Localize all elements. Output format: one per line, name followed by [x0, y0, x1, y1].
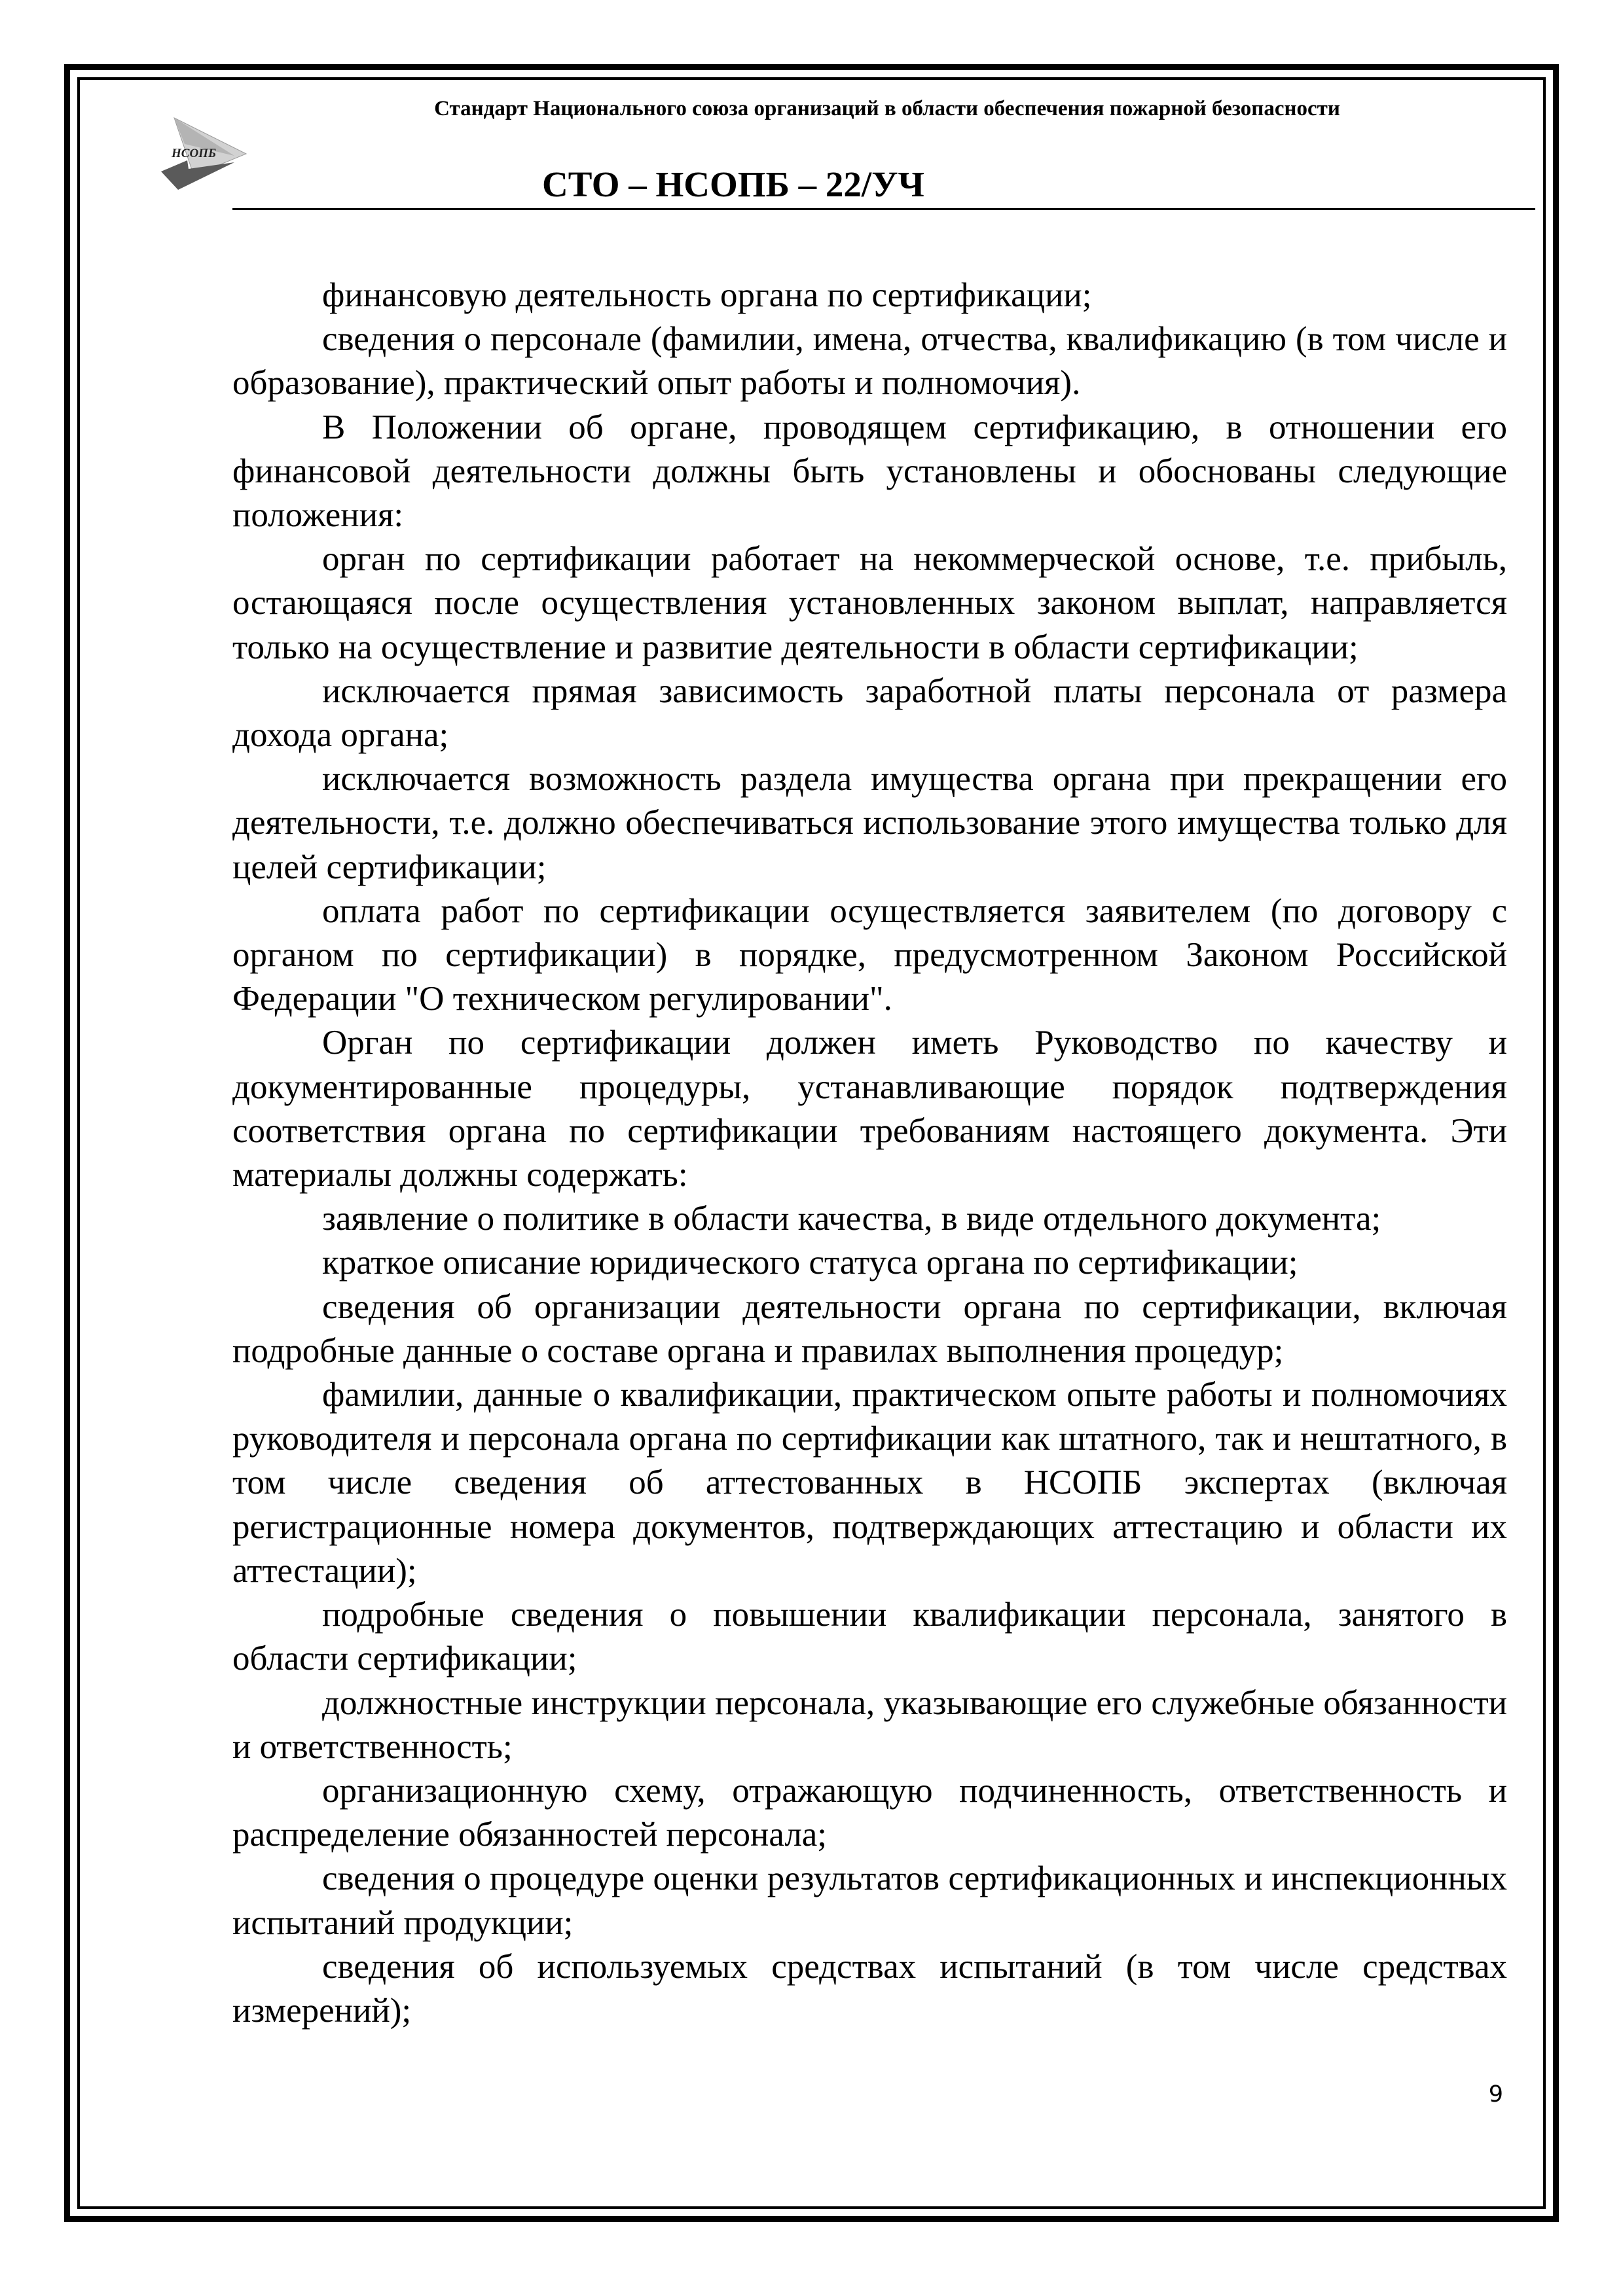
document-body	[232, 274, 1507, 2033]
paragraph: должностные инструкции персонала, указывающие его служебные обязанности и ответственность;	[232, 1683, 1507, 1766]
header-divider	[232, 208, 1535, 210]
logo-text: НСОПБ	[172, 147, 217, 160]
paragraph: подробные сведения о повышении квалификации персонала, занятого в области сертификации;	[232, 1596, 1507, 1678]
document-code: СТО – НСОПБ – 22/УЧ	[542, 164, 924, 204]
paragraph: Орган по сертификации должен иметь Руководство по качеству и документированные процедуры, устанавливающие порядок подтверждения соответствия органа по сертификации требованиям настоящего документа. Эти материалы должны содержать:	[232, 1024, 1507, 1194]
nsopb-logo	[156, 98, 247, 196]
paragraph: оплата работ по сертификации осуществляется заявителем (по договору с органом по сертификации) в порядке, предусмотренном Законом Российской Федерации "О техническом регулировании".	[232, 891, 1507, 1018]
paragraph: сведения об организации деятельности органа по сертификации, включая подробные данные о составе органа и правилах выполнения процедур;	[232, 1287, 1507, 1370]
paragraph: сведения об используемых средствах испытаний (в том числе средствах измерений);	[232, 1947, 1507, 2030]
page-number: 9	[1488, 2081, 1503, 2108]
paragraph: краткое описание юридического статуса органа по сертификации;	[322, 1244, 1298, 1282]
paragraph: заявление о политике в области качества, в виде отдельного документа;	[322, 1200, 1381, 1238]
paragraph: орган по сертификации работает на некоммерческой основе, т.е. прибыль, остающаяся после осуществления установленных законом выплат, направляется только на осуществление и развитие деятельности в области сертификации;	[232, 540, 1507, 666]
paragraph: исключается возможность раздела имущества органа при прекращении его деятельности, т.е. должно обеспечиваться использование этого имущества только для целей сертификации;	[232, 760, 1507, 886]
paragraph: В Положении об органе, проводящем сертификацию, в отношении его финансовой деятельности должны быть установлены и обоснованы следующие положения:	[232, 408, 1507, 535]
paragraph: финансовую деятельность органа по сертификации;	[322, 276, 1092, 314]
paragraph: сведения о процедуре оценки результатов сертификационных и инспекционных испытаний продукции;	[232, 1859, 1507, 1942]
paragraph: исключается прямая зависимость заработной платы персонала от размера дохода органа;	[232, 672, 1507, 755]
standard-name: Стандарт Национального союза организаций в области обеспечения пожарной безопасности	[434, 97, 1340, 120]
paragraph: фамилии, данные о квалификации, практическом опыте работы и полномочиях руководителя и персонала органа по сертификации как штатного, так и нештатного, в том числе сведения об аттестованных в НСОПБ экспертах (включая регистрационные номера документов, подтверждающих аттестацию и области их аттестации);	[232, 1376, 1507, 1590]
paragraph: организационную схему, отражающую подчиненность, ответственность и распределение обязанностей персонала;	[232, 1771, 1507, 1854]
paragraph: сведения о персонале (фамилии, имена, отчества, квалификацию (в том числе и образование), практический опыт работы и полномочия).	[232, 320, 1507, 403]
